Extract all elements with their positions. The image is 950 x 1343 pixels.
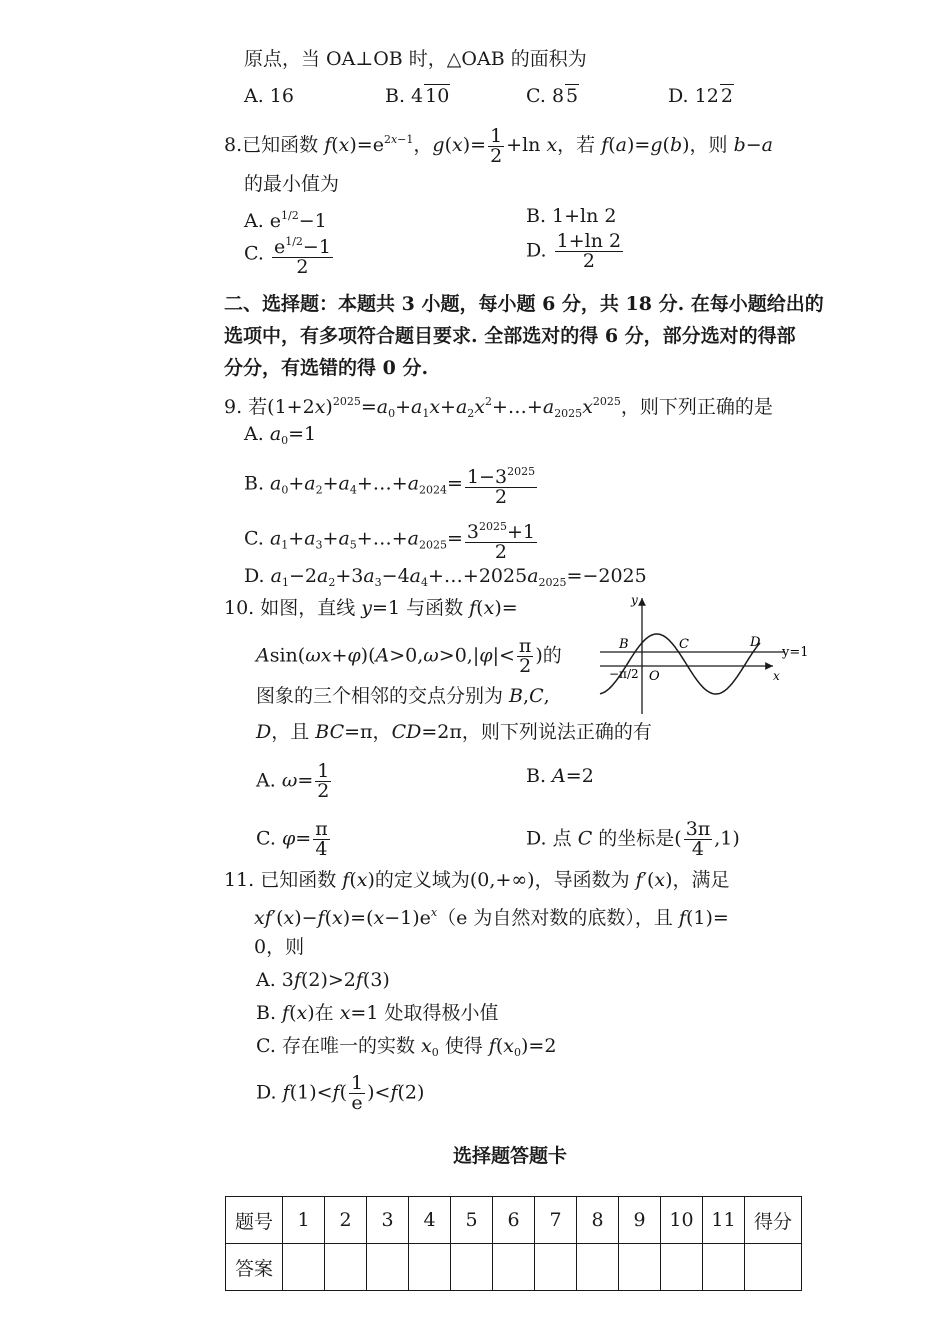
answer-card-col: 2 (325, 1197, 367, 1244)
q10-label-line: y=1 (782, 645, 809, 660)
q10-option-b: B. A=2 (526, 765, 594, 787)
answer-card-col: 9 (619, 1197, 661, 1244)
answer-card-col: 11 (703, 1197, 745, 1244)
answer-card-col: 7 (535, 1197, 577, 1244)
q9-option-c: C. $a_1+a_3+a_5+\dots+a_{2025}=$ $\frac{3^{2025}+1}{2}$ (244, 517, 539, 562)
q10-label-d: D (750, 635, 761, 650)
section2-line3: 分分，有选错的得 0 分. (224, 357, 429, 379)
q10-option-d: D. 点 C 的坐标是( $\frac{3\pi}{4}$ ,1) (526, 818, 740, 860)
score-cell[interactable] (745, 1244, 802, 1291)
q9-stem: 9. 若$(1+2x)^{2025}=a_0+a_1x+a_2x^2+\dots+a_{2025}x^{2025}$，则下列正确的是 (224, 395, 773, 420)
answer-card-table (225, 1196, 802, 1291)
q10-option-a: A. ω= $\frac{1}{2}$ (256, 760, 330, 802)
q11-option-b: B. f(x)在 x=1 处取得极小值 (256, 1002, 499, 1024)
q10-label-tick: −π/2 (609, 667, 639, 681)
q10-label-origin: O (649, 669, 660, 684)
q8-option-c: C. $\frac{e^{1/2}-1}{2}$ (244, 232, 335, 277)
answer-cell[interactable] (409, 1244, 451, 1291)
answer-cell[interactable] (535, 1244, 577, 1291)
q10-line4: D，且 BC=π，CD=2π，则下列说法正确的有 (256, 721, 652, 743)
answer-card-col: 4 (409, 1197, 451, 1244)
q10-label-b: B (619, 637, 629, 652)
answer-card-row-numbers (226, 1197, 802, 1244)
q11-line2: $xf'(x)-f(x)=(x-1)e^x(e$ 为自然对数的底数），且 f(1)= (254, 906, 729, 929)
answer-cell[interactable] (619, 1244, 661, 1291)
q7-stem: 原点，当 OA⊥OB 时，△OAB 的面积为 (244, 48, 587, 70)
q11-line3: 0，则 (254, 936, 305, 958)
q11-option-c: C. 存在唯一的实数 $x_0$ 使得 $f(x_0)=2$ (256, 1035, 557, 1059)
answer-cell[interactable] (577, 1244, 619, 1291)
section2-line2: 选项中，有多项符合题目要求. 全部选对的得 6 分，部分选对的得部 (224, 325, 796, 347)
q10-label-x: x (773, 669, 780, 683)
q7-option-d: D. 12 2 (668, 85, 733, 107)
answer-card-label-answer: 答案 (226, 1244, 283, 1291)
q10-line3: 图象的三个相邻的交点分别为 B,C, (256, 685, 550, 707)
answer-card-col: 1 (283, 1197, 325, 1244)
q9-option-d: D. $a_1-2a_2+3a_3-4a_4+\dots+2025a_{2025}=-2025$ (244, 565, 647, 589)
q8-option-d: D. $\frac{1+\ln 2}{2}$ (526, 230, 622, 272)
q8-option-b: B. 1+ln 2 (526, 205, 617, 227)
q10-graph (595, 592, 815, 722)
answer-cell[interactable] (283, 1244, 325, 1291)
answer-card-col: 5 (451, 1197, 493, 1244)
answer-card-label-number: 题号 (226, 1197, 283, 1244)
q10-label-c: C (679, 637, 689, 652)
answer-cell[interactable] (493, 1244, 535, 1291)
answer-card-title: 选择题答题卡 (453, 1145, 568, 1167)
q8-stem-line2: 的最小值为 (244, 173, 340, 195)
q11-option-a: A. 3f(2)>2f(3) (256, 969, 390, 991)
answer-card-row-answers (226, 1244, 802, 1291)
q9-option-a: A. $a_0=1$ (244, 423, 317, 447)
q7-option-b: B. 4 10 (385, 85, 450, 107)
q10-line2: Asin(ωx+φ)(A>0,ω>0,|φ|< $\frac{\pi}{2}$ )的 (256, 635, 562, 677)
q10-option-c: C. φ= $\frac{\pi}{4}$ (256, 818, 328, 860)
answer-cell[interactable] (703, 1244, 745, 1291)
q8-stem-line1: 8.已知函数 $f(x)=e^{2x-1}$，g(x)= $\frac{1}{2}$ +ln x，若 f(a)=g(b)，则 b−a (224, 124, 773, 167)
q8-option-a: A. $e^{1/2}-1$ (244, 209, 327, 232)
answer-cell[interactable] (367, 1244, 409, 1291)
answer-card-col: 10 (661, 1197, 703, 1244)
q10-label-y: y (631, 593, 638, 607)
q7-option-c: C. 8 5 (526, 85, 579, 107)
q11-option-d: D. f(1)<f( $\frac{1}{e}$ )<f(2) (256, 1072, 425, 1114)
section2-line1: 二、选择题：本题共 3 小题，每小题 6 分，共 18 分. 在每小题给出的 (224, 293, 824, 315)
answer-cell[interactable] (325, 1244, 367, 1291)
answer-card-col: 6 (493, 1197, 535, 1244)
answer-cell[interactable] (451, 1244, 493, 1291)
answer-card-col: 8 (577, 1197, 619, 1244)
answer-card-label-score: 得分 (745, 1197, 802, 1244)
q11-line1: 11. 已知函数 f(x)的定义域为(0,+∞)，导函数为 f′(x)，满足 (224, 869, 730, 891)
q7-option-a: A. 16 (244, 85, 294, 107)
q9-option-b: B. $a_0+a_2+a_4+\dots+a_{2024}=$ $\frac{1-3^{2025}}{2}$ (244, 462, 539, 507)
answer-cell[interactable] (661, 1244, 703, 1291)
q10-line1: 10. 如图，直线 y=1 与函数 f(x)= (224, 597, 518, 619)
answer-card-col: 3 (367, 1197, 409, 1244)
